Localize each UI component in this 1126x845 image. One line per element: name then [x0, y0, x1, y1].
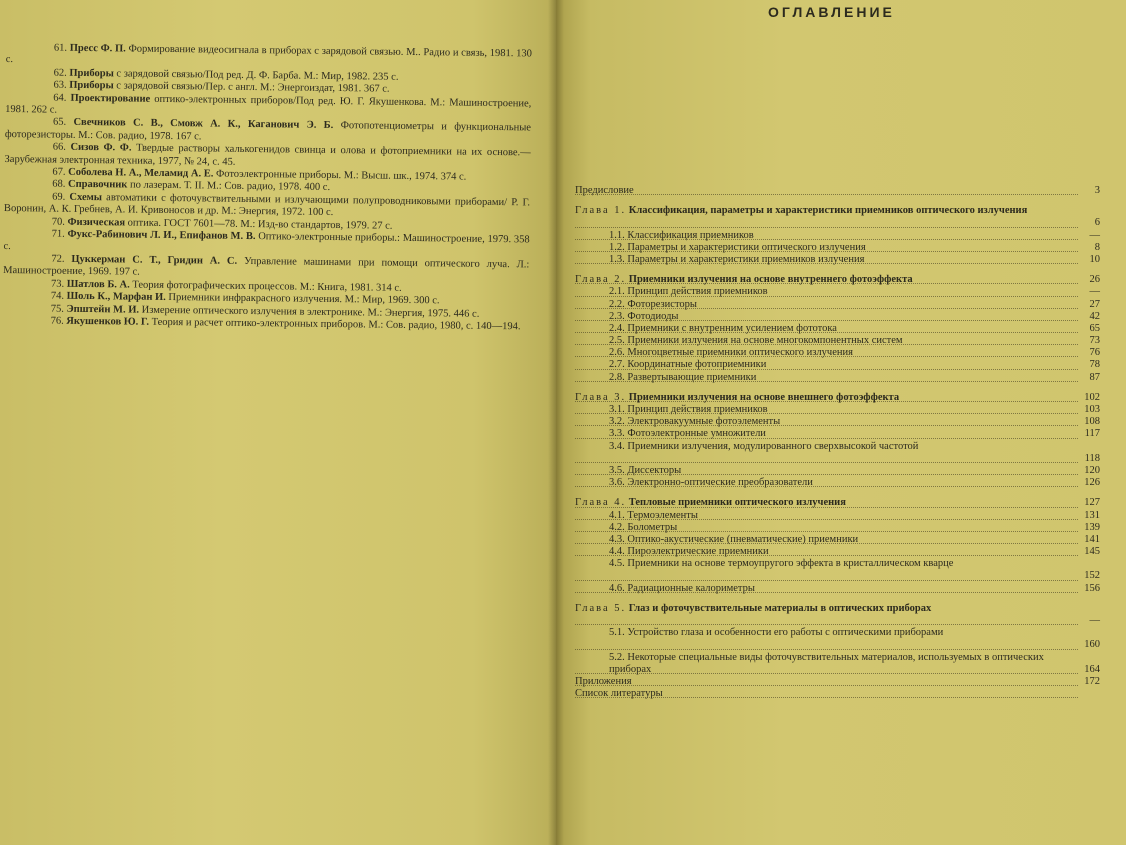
reference-author: Схемы — [69, 191, 103, 204]
toc-section-label: 3.6. Электронно-оптические преобразователи — [609, 477, 813, 489]
reference-text: Измерение оптического излучения в электронике. М.: Энергия, 1975. 446 с. — [138, 304, 480, 320]
toc-section[interactable] — [575, 465, 1100, 477]
toc-section-label: 4.2. Болометры — [609, 521, 678, 533]
toc-section-label: 2.8. Развертывающие приемники — [609, 371, 757, 383]
toc-section[interactable] — [575, 404, 1100, 416]
reference-author: Справочник — [67, 179, 128, 191]
reference-number: 68. — [52, 179, 66, 191]
toc-page-number: 172 — [1084, 676, 1100, 688]
toc-section-label: 2.5. Приемники излучения на основе многокомпонентных систем — [609, 335, 903, 347]
toc-chapter-label — [575, 497, 846, 509]
reference-text: автоматики с фоточувствительными и излучающими полупроводниковыми приборами/ Р. Г. Воронин, А. К. Гребнев, А. И. Кривоносов и др. М.: Энергия, 1972. 100 с. — [3, 192, 531, 219]
toc-section[interactable] — [575, 416, 1100, 428]
reference-text: Оптико-электронные приборы.: Машиностроение, 1979. 358 с. — [3, 231, 530, 252]
toc-page-number: 126 — [1084, 477, 1100, 489]
toc-section-label: 1.1. Классификация приемников — [609, 229, 754, 241]
toc-page-number: 10 — [1089, 253, 1100, 265]
toc-page-number: 141 — [1084, 533, 1100, 545]
reference-text: по лазерам. Т. II. М.: Сов. радио, 1978. 400 с. — [127, 179, 331, 194]
toc-entry[interactable] — [575, 688, 1100, 700]
reference-text: Формирование видеосигнала в приборах с зарядовой связью. М.. Радио и связь, 1981. 130 с. — [5, 43, 532, 66]
toc-section[interactable] — [575, 510, 1100, 522]
toc-page-number: 78 — [1089, 359, 1100, 371]
reference-number: 75. — [50, 303, 64, 315]
toc-page-number: 27 — [1089, 298, 1100, 310]
reference-text: оптика. ГОСТ 7601—78. М.: Изд-во стандартов, 1979. 27 с. — [125, 217, 393, 232]
toc-section-label: 5.2. Некоторые специальные виды фоточувствительных материалов, используемых в оптических приборах — [609, 651, 1044, 675]
toc-chapter[interactable] — [575, 603, 1100, 627]
toc-page-number: 131 — [1084, 509, 1100, 521]
toc-chapter-number: Глава 5. — [575, 602, 627, 614]
reference-author: Якушенков Ю. Г. — [66, 315, 150, 328]
toc-entry[interactable] — [575, 185, 1100, 197]
toc-page-number: 160 — [1084, 639, 1100, 651]
reference-author: Проектирование — [70, 92, 151, 105]
toc-section[interactable] — [575, 522, 1100, 534]
toc-section[interactable] — [575, 477, 1100, 489]
toc-section[interactable] — [575, 372, 1100, 384]
toc-entry-label: Приложения — [575, 676, 632, 688]
toc-section[interactable] — [575, 242, 1100, 254]
toc-section[interactable] — [575, 359, 1100, 371]
toc-section-label: 2.1. Принцип действия приемников — [609, 286, 768, 298]
reference-text: Фотопотенциометры и функциональные фоторезисторы. М.: Сов. радио, 1978. 167 с. — [4, 120, 532, 143]
toc-leader-dots — [575, 227, 1078, 228]
reference-author: Физическая — [67, 216, 126, 229]
toc-page-number: 87 — [1089, 371, 1100, 383]
toc-section-label: 3.3. Фотоэлектронные умножители — [609, 428, 766, 440]
reference-number: 63. — [53, 79, 67, 91]
toc-page-number: 103 — [1084, 404, 1100, 416]
toc-section[interactable] — [575, 583, 1100, 595]
toc-page-number: 156 — [1084, 582, 1100, 594]
reference-text: с зарядовой связью/Под ред. Д. Ф. Барба. М.: Мир, 1982. 235 с. — [113, 68, 399, 83]
toc-page-number: — — [1089, 229, 1100, 241]
toc-page-number: 152 — [1084, 570, 1100, 582]
toc-chapter-number: Глава 4. — [575, 497, 627, 509]
reference-number: 66. — [52, 141, 66, 153]
reference-author: Приборы — [69, 79, 114, 92]
toc-chapter[interactable] — [575, 274, 1100, 286]
toc-chapter-title: Классификация, параметры и характеристики приемников оптического излучения — [628, 205, 1028, 217]
toc-chapter-title: Приемники излучения на основе внутреннего фотоэффекта — [628, 274, 913, 286]
toc-section[interactable] — [575, 311, 1100, 323]
toc-section[interactable] — [575, 323, 1100, 335]
toc-section-label: 2.2. Фоторезисторы — [609, 298, 697, 310]
reference-text: Твердые растворы халькогенидов свинца и олова и фотоприемники на их основе.— Зарубежная электронная техника, 1977, № 24, с. 45. — [4, 142, 531, 168]
toc-section-label: 3.5. Диссекторы — [609, 464, 682, 476]
toc-section[interactable] — [575, 428, 1100, 440]
toc-leader-dots — [575, 685, 1078, 686]
toc-leader-dots — [575, 624, 1078, 625]
toc-page-number: 145 — [1084, 546, 1100, 558]
reference-number: 74. — [50, 290, 65, 302]
toc-section-label: 4.5. Приемники на основе термоупругого эффекта в кристаллическом кварце — [609, 558, 954, 570]
toc-page-number: 117 — [1084, 428, 1100, 440]
toc-section[interactable] — [575, 299, 1100, 311]
toc-chapter-number: Глава 3. — [575, 391, 627, 403]
toc-title: ОГЛАВЛЕНИЕ — [768, 4, 895, 20]
toc-section-label: 2.4. Приемники с внутренним усилением фототока — [609, 322, 837, 334]
reference-author: Цуккерман С. Т., Гридин А. С. — [71, 253, 238, 267]
toc-page-number: 65 — [1089, 322, 1100, 334]
toc-section-label: 3.4. Приемники излучения, модулированного сверхвысокой частотой — [609, 440, 919, 452]
toc-section-label: 4.6. Радиационные калориметры — [609, 582, 755, 594]
reference-author: Приборы — [69, 67, 114, 80]
table-of-contents — [575, 185, 1100, 700]
reference-text: с зарядовой связью/Пер. с англ. М.: Энергоиздат, 1981. 367 с. — [113, 80, 390, 95]
reference-number: 72. — [51, 253, 65, 265]
left-page — [0, 0, 556, 845]
reference-text: Фотоэлектронные приборы. М.: Высш. шк., 1974. 374 с. — [213, 168, 467, 183]
reference-number: 62. — [53, 67, 67, 79]
toc-section[interactable] — [575, 286, 1100, 298]
toc-section-label: 3.1. Принцип действия приемников — [609, 404, 768, 416]
toc-leader-dots — [575, 462, 1078, 463]
toc-section[interactable] — [575, 546, 1100, 558]
toc-leader-dots — [575, 194, 1078, 195]
toc-page-number: 6 — [1094, 217, 1100, 229]
toc-page-number: 118 — [1084, 452, 1100, 464]
toc-section[interactable] — [575, 230, 1100, 242]
toc-chapter-number: Глава 2. — [575, 274, 627, 286]
reference-author: Эпштейн М. И. — [66, 303, 140, 316]
toc-chapter[interactable] — [575, 205, 1100, 229]
reference-number: 70. — [51, 216, 65, 228]
toc-chapter-label — [575, 205, 1076, 217]
toc-chapter[interactable] — [575, 392, 1100, 404]
toc-page-number: 42 — [1089, 310, 1100, 322]
reference-author: Шоль К., Марфан И. — [66, 290, 166, 304]
toc-section[interactable] — [575, 254, 1100, 266]
toc-chapter-label — [575, 392, 899, 404]
toc-page-number: 3 — [1094, 185, 1100, 196]
reference-author: Сизов Ф. Ф. — [70, 142, 132, 154]
toc-section[interactable] — [575, 335, 1100, 347]
toc-chapter-number: Глава 1. — [575, 205, 627, 217]
reference-number: 73. — [50, 278, 65, 290]
toc-page-number: 108 — [1084, 416, 1100, 428]
toc-section-label: 1.3. Параметры и характеристики приемников излучения — [609, 253, 865, 265]
toc-section-label: 2.3. Фотодиоды — [609, 310, 679, 322]
toc-leader-dots — [575, 580, 1078, 581]
toc-chapter-title: Тепловые приемники оптического излучения — [628, 497, 846, 509]
toc-page-number: 120 — [1084, 464, 1100, 476]
reference-number: 65. — [52, 117, 67, 129]
toc-page-number: — — [1089, 615, 1100, 627]
reference-number: 76. — [50, 315, 64, 327]
toc-section[interactable] — [575, 627, 1100, 651]
toc-page-number: 164 — [1084, 663, 1100, 675]
reference-text: оптико-электронных приборов/Под ред. Ю. Г. Якушенкова. М.: Машиностроение, 1981. 262 с. — [5, 93, 532, 116]
toc-section[interactable] — [575, 441, 1100, 465]
toc-entry-label: Список литературы — [575, 688, 663, 700]
reference-author: Соболева Н. А., Меламид А. Е. — [68, 166, 214, 180]
toc-section-label: 4.1. Термоэлементы — [609, 509, 698, 521]
toc-page-number: — — [1089, 286, 1100, 298]
toc-chapter-label — [575, 603, 1076, 615]
reference-number: 61. — [53, 42, 68, 54]
toc-entry[interactable] — [575, 676, 1100, 688]
toc-section-label: 1.2. Параметры и характеристики оптического излучения — [609, 241, 866, 253]
reference-number: 67. — [52, 166, 66, 178]
toc-chapter-title: Приемники излучения на основе внешнего фотоэффекта — [628, 391, 900, 403]
reference-text: Управление машинами при помощи оптического луча. Л.: Машиностроение, 1969. 197 с. — [3, 255, 530, 278]
toc-page-number: 76 — [1089, 347, 1100, 359]
toc-page-number: 127 — [1084, 497, 1100, 509]
toc-section[interactable] — [575, 347, 1100, 359]
toc-leader-dots — [575, 649, 1078, 650]
toc-section-label: 5.1. Устройство глаза и особенности его работы с оптическими приборами — [609, 627, 944, 639]
toc-section-label: 2.6. Многоцветные приемники оптического излучения — [609, 347, 853, 359]
reference-number: 69. — [52, 191, 66, 203]
toc-chapter-label — [575, 274, 913, 286]
toc-section-label: 3.2. Электровакуумные фотоэлементы — [609, 416, 781, 428]
reference-number: 71. — [51, 228, 65, 240]
reference-author: Свечников С. В., Смовж А. К., Каганович Э. Б. — [73, 117, 334, 132]
reference-number: 64. — [53, 92, 67, 104]
toc-chapter-title: Глаз и фоточувствительные материалы в оптических приборах — [628, 602, 932, 614]
toc-page-number: 26 — [1089, 274, 1100, 286]
toc-page-number: 73 — [1089, 335, 1100, 347]
toc-section[interactable] — [575, 652, 1100, 676]
bibliography-list — [3, 42, 532, 334]
toc-section-label: 4.4. Пироэлектрические приемники — [609, 546, 769, 558]
toc-section-label: 2.7. Координатные фотоприемники — [609, 359, 767, 371]
reference-author: Пресс Ф. П. — [69, 42, 126, 55]
toc-section-label: 4.3. Оптико-акустические (пневматические) приемники — [609, 533, 859, 545]
toc-chapter[interactable] — [575, 497, 1100, 509]
toc-section[interactable] — [575, 558, 1100, 582]
reference-text: Теория и расчет оптико-электронных приборов. М.: Сов. радио, 1980, с. 140—194. — [148, 316, 521, 333]
reference-author: Фукс-Рабинович Л. И., Епифанов М. В. — [67, 228, 256, 243]
toc-page-number: 102 — [1084, 391, 1100, 403]
reference-text: Приемники инфракрасного излучения. М.: Мир, 1969. 300 с. — [165, 292, 440, 307]
toc-page-number: 139 — [1084, 521, 1100, 533]
toc-entry-label: Предисловие — [575, 185, 634, 196]
reference-author: Шатлов Б. А. — [66, 278, 130, 291]
toc-page-number: 8 — [1094, 241, 1100, 253]
book-gutter — [548, 0, 564, 845]
toc-section[interactable] — [575, 534, 1100, 546]
reference-text: Теория фотографических процессов. М.: Книга, 1981. 314 с. — [129, 279, 402, 294]
